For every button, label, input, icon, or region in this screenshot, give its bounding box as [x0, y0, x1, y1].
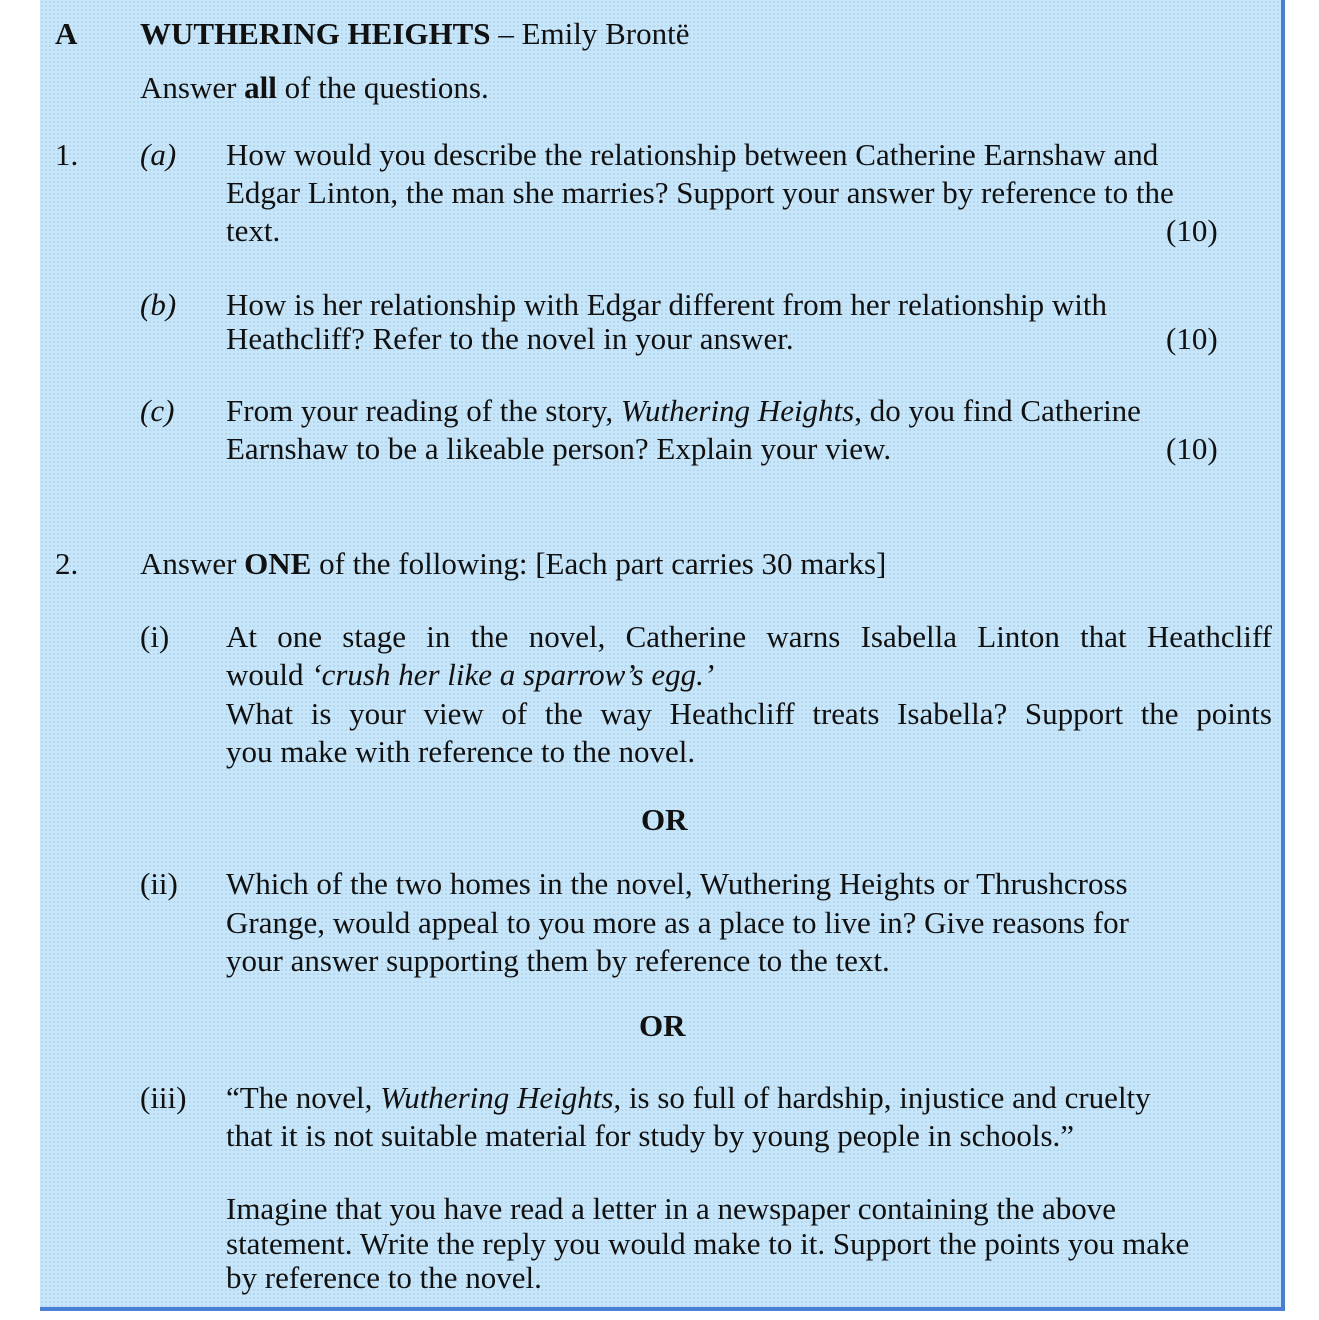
q2i-line4: you make with reference to the novel. — [226, 734, 696, 769]
q2iii-line1: “The novel, Wuthering Heights, is so full of hardship, injustice and cruelty — [226, 1080, 1151, 1115]
q1c-line2: Earnshaw to be a likeable person? Explain your view. — [226, 431, 892, 466]
q1c-line1: From your reading of the story, Wuthering Heights, do you find Catherine — [226, 393, 1141, 428]
q2i-label: (i) — [140, 619, 170, 654]
q2i-line3: What is your view of the way Heathcliff treats Isabella? Support the points — [226, 696, 1272, 731]
q1b-line2: Heathcliff? Refer to the novel in your answer. — [226, 321, 794, 356]
q1a-line3: text. — [226, 213, 281, 248]
q1a-marks: (10) — [1166, 213, 1218, 248]
q2iii-line4: statement. Write the reply you would make to it. Support the points you make — [226, 1226, 1190, 1261]
q1b-line1: How is her relationship with Edgar different from her relationship with — [226, 287, 1107, 322]
q1a-line2: Edgar Linton, the man she marries? Support your answer by reference to the — [226, 175, 1174, 210]
q2iii-line2: that it is not suitable material for study by young people in schools.” — [226, 1118, 1075, 1153]
book-author: – Emily Brontë — [490, 16, 690, 51]
section-title — [140, 15, 689, 53]
q2ii-label: (ii) — [140, 866, 178, 901]
q1a-label: (a) — [140, 137, 177, 172]
q2i-line1: At one stage in the novel, Catherine warns Isabella Linton that Heathcliff — [226, 619, 1272, 654]
or-separator-2: OR — [639, 1008, 686, 1043]
q1b-label: (b) — [140, 287, 177, 322]
q1c-label: (c) — [140, 393, 175, 428]
q1b-marks: (10) — [1166, 321, 1218, 356]
section-instruction: Answer all of the questions. — [140, 70, 489, 105]
q2ii-line2: Grange, would appeal to you more as a place to live in? Give reasons for — [226, 905, 1129, 940]
q2-instruction: Answer ONE of the following: [Each part carries 30 marks] — [140, 546, 887, 581]
q2iii-line5: by reference to the novel. — [226, 1260, 542, 1295]
q1a-line1: How would you describe the relationship between Catherine Earnshaw and — [226, 137, 1159, 172]
section-letter: A — [55, 16, 78, 51]
q2iii-line3: Imagine that you have read a letter in a newspaper containing the above — [226, 1191, 1117, 1226]
q2ii-line3: your answer supporting them by reference to the text. — [226, 943, 890, 978]
q2-number: 2. — [55, 546, 79, 581]
q2i-line2: would ‘crush her like a sparrow’s egg.’ — [226, 657, 715, 692]
or-separator-1: OR — [641, 802, 688, 837]
q1-number: 1. — [55, 137, 79, 172]
q2iii-label: (iii) — [140, 1080, 187, 1115]
q2ii-line1: Which of the two homes in the novel, Wuthering Heights or Thrushcross — [226, 866, 1128, 901]
q1c-marks: (10) — [1166, 431, 1218, 466]
book-title: WUTHERING HEIGHTS — [140, 16, 491, 51]
